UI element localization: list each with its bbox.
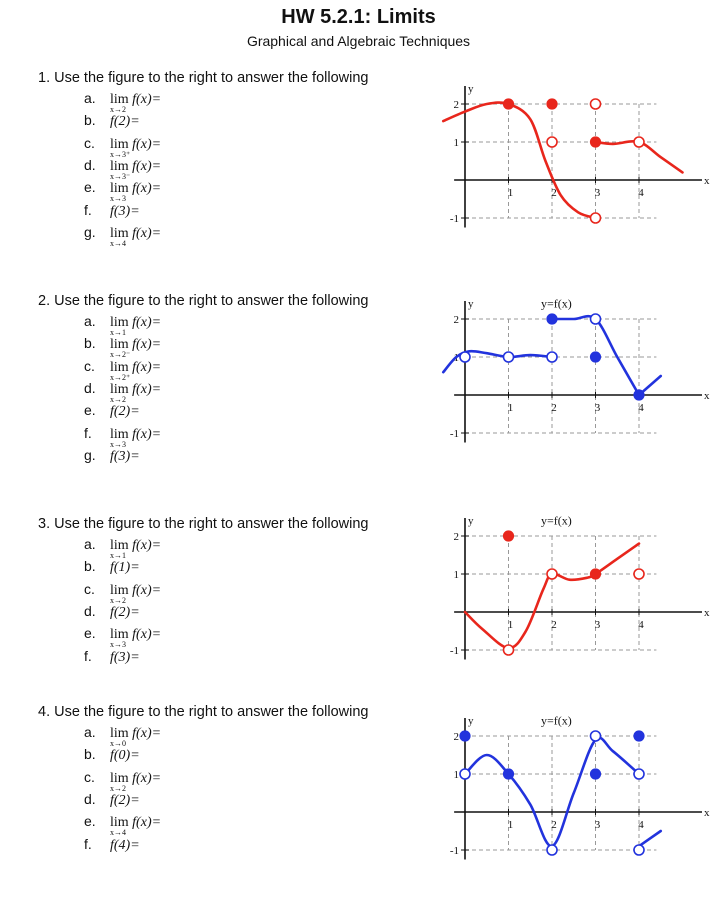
- item-letter: a.: [84, 536, 96, 552]
- problem-prompt: 3. Use the figure to the right to answer the following: [38, 516, 369, 532]
- limit-operator: lim x→2⁻: [110, 337, 131, 360]
- limit-subscript: x→4: [110, 828, 126, 838]
- item-letter: c.: [84, 134, 95, 151]
- x-tick-label: 1: [507, 187, 514, 199]
- x-tick-label: 2: [551, 619, 557, 631]
- question-item: [84, 580, 162, 605]
- limit-operator: lim x→2: [110, 92, 129, 114]
- x-axis-label: x: [704, 807, 710, 819]
- y-tick-label: 1: [453, 769, 459, 781]
- open-point: [504, 645, 514, 655]
- item-expression: f(x)=: [128, 225, 162, 241]
- open-point: [591, 99, 601, 109]
- item-expression: f(x)=: [128, 337, 162, 353]
- limit-operator: lim x→4: [110, 815, 129, 838]
- x-tick-label: 3: [594, 402, 601, 414]
- item-expression: f(x)=: [128, 315, 162, 330]
- item-letter: g.: [84, 223, 96, 240]
- question-item: [84, 791, 140, 809]
- limit-subscript: x→2: [110, 783, 126, 793]
- item-letter: b.: [84, 746, 96, 763]
- graph-equation-label: y=f(x): [540, 513, 572, 528]
- item-expression: f(x)=: [128, 582, 162, 598]
- item-letter: b.: [84, 558, 96, 575]
- question-item: [84, 768, 162, 793]
- item-letter: f.: [84, 835, 92, 852]
- open-point: [634, 569, 644, 579]
- x-tick-label: 3: [594, 619, 601, 631]
- open-point: [547, 352, 557, 362]
- question-item: [84, 724, 162, 748]
- closed-point: [591, 352, 601, 362]
- closed-point: [504, 769, 514, 779]
- closed-point: [634, 731, 644, 741]
- y-tick-label: -1: [449, 428, 459, 440]
- question-item: [84, 402, 140, 420]
- item-letter: d.: [84, 156, 96, 173]
- open-point: [634, 137, 644, 147]
- item-expression: f(2)=: [110, 114, 140, 130]
- question-item: [84, 313, 162, 337]
- item-expression: f(1)=: [110, 560, 140, 576]
- item-expression: f(x)=: [128, 381, 162, 397]
- y-tick-label: -1: [449, 845, 459, 857]
- y-tick-label: -1: [449, 645, 459, 657]
- open-point: [460, 352, 470, 362]
- limit-operator: lim x→3⁻: [110, 158, 131, 181]
- graph-svg: [440, 712, 715, 902]
- question-item: [84, 202, 140, 220]
- limit-subscript: x→2⁺: [110, 372, 131, 382]
- function-curve: [443, 351, 552, 372]
- item-expression: f(x)=: [128, 359, 162, 375]
- limit-subscript: x→3: [110, 640, 126, 650]
- x-tick-label: 2: [551, 187, 557, 199]
- item-expression: f(3)=: [110, 448, 140, 464]
- y-tick-label: 2: [453, 314, 459, 326]
- closed-point: [591, 569, 601, 579]
- y-tick-label: 2: [453, 99, 459, 111]
- open-point: [460, 769, 470, 779]
- problem-prompt: 1. Use the figure to the right to answer the following: [38, 70, 369, 86]
- y-axis-label: y: [468, 83, 474, 95]
- item-letter: d.: [84, 790, 96, 807]
- item-letter: b.: [84, 335, 96, 352]
- limit-subscript: x→3⁻: [110, 171, 131, 181]
- open-point: [547, 137, 557, 147]
- question-item: [84, 648, 140, 666]
- item-expression: f(3)=: [110, 649, 140, 665]
- item-expression: f(0)=: [110, 748, 140, 764]
- limit-operator: lim x→3: [110, 627, 129, 650]
- item-expression: f(2)=: [110, 604, 140, 620]
- x-tick-label: 2: [551, 819, 557, 831]
- question-item: [84, 813, 162, 838]
- item-expression: f(x)=: [128, 158, 162, 174]
- y-tick-label: 2: [453, 531, 459, 543]
- limit-operator: lim x→2: [110, 381, 129, 404]
- closed-point: [504, 531, 514, 541]
- x-tick-label: 4: [638, 402, 644, 414]
- x-axis-label: x: [704, 607, 710, 619]
- limit-operator: lim x→2⁺: [110, 359, 131, 382]
- item-letter: e.: [84, 813, 96, 830]
- y-axis-label: y: [468, 515, 474, 527]
- item-letter: f.: [84, 647, 92, 664]
- limit-operator: lim x→0: [110, 726, 129, 748]
- item-letter: d.: [84, 602, 96, 619]
- limit-subscript: x→3: [110, 439, 126, 449]
- open-point: [591, 731, 601, 741]
- question-item: [84, 746, 140, 764]
- function-graph-4: [440, 712, 715, 902]
- function-graph-3: [440, 512, 715, 702]
- open-point: [634, 845, 644, 855]
- graph-equation-label: y=f(x): [540, 713, 572, 728]
- limit-subscript: x→2⁻: [110, 350, 131, 360]
- limit-operator: lim x→2: [110, 770, 129, 793]
- item-expression: f(4)=: [110, 837, 140, 853]
- y-tick-label: 1: [453, 352, 459, 364]
- item-expression: f(x)=: [128, 538, 162, 553]
- item-letter: g.: [84, 446, 96, 463]
- question-item: [84, 134, 162, 159]
- item-expression: f(x)=: [128, 136, 162, 152]
- item-letter: d.: [84, 379, 96, 396]
- closed-point: [504, 99, 514, 109]
- item-expression: f(x)=: [128, 426, 162, 442]
- page-subtitle: Graphical and Algebraic Techniques: [246, 33, 471, 49]
- open-point: [634, 769, 644, 779]
- open-point: [547, 845, 557, 855]
- question-item: [84, 625, 162, 650]
- x-tick-label: 3: [594, 187, 601, 199]
- closed-point: [547, 314, 557, 324]
- function-graph-1: [440, 80, 715, 270]
- item-letter: c.: [84, 580, 95, 597]
- graph-svg: [440, 512, 715, 702]
- question-item: [84, 112, 140, 130]
- item-letter: a.: [84, 313, 96, 329]
- closed-point: [591, 769, 601, 779]
- limit-operator: lim x→1: [110, 315, 129, 337]
- question-item: [84, 558, 140, 576]
- item-letter: f.: [84, 424, 92, 441]
- y-tick-label: 2: [453, 731, 459, 743]
- limit-operator: lim x→2: [110, 582, 129, 605]
- item-letter: c.: [84, 357, 95, 374]
- open-point: [547, 569, 557, 579]
- x-tick-label: 4: [638, 187, 644, 199]
- graph-equation-label: y=f(x): [540, 296, 572, 311]
- limit-subscript: x→2: [110, 105, 126, 114]
- item-expression: f(2)=: [110, 792, 140, 808]
- question-item: [84, 536, 162, 560]
- question-item: [84, 424, 162, 449]
- question-item: [84, 156, 162, 181]
- x-tick-label: 1: [507, 402, 514, 414]
- page-title: HW 5.2.1: Limits: [281, 6, 436, 28]
- limit-subscript: x→2: [110, 394, 126, 404]
- limit-operator: lim x→3: [110, 181, 129, 204]
- item-letter: a.: [84, 724, 96, 740]
- y-axis-label: y: [468, 715, 474, 727]
- question-item: [84, 335, 162, 360]
- closed-point: [460, 731, 470, 741]
- function-graph-2: [440, 295, 715, 485]
- item-expression: f(x)=: [128, 181, 162, 197]
- limit-subscript: x→1: [110, 328, 126, 337]
- limit-operator: lim x→1: [110, 538, 129, 560]
- x-tick-label: 3: [594, 819, 601, 831]
- item-expression: f(x)=: [128, 726, 162, 741]
- graph-svg: [440, 295, 715, 485]
- item-expression: f(3)=: [110, 203, 140, 219]
- closed-point: [591, 137, 601, 147]
- item-expression: f(x)=: [128, 627, 162, 643]
- question-item: [84, 379, 162, 404]
- function-curve: [639, 831, 661, 846]
- x-tick-label: 4: [638, 819, 644, 831]
- question-item: [84, 603, 140, 621]
- x-tick-label: 4: [638, 619, 644, 631]
- limit-subscript: x→3: [110, 194, 126, 204]
- x-tick-label: 1: [507, 819, 514, 831]
- question-item: [84, 179, 162, 204]
- item-letter: e.: [84, 625, 96, 642]
- item-letter: f.: [84, 201, 92, 218]
- question-item: [84, 357, 162, 382]
- x-axis-label: x: [704, 175, 710, 187]
- open-point: [504, 352, 514, 362]
- x-tick-label: 2: [551, 402, 557, 414]
- question-item: [84, 836, 140, 854]
- closed-point: [547, 99, 557, 109]
- item-letter: e.: [84, 402, 96, 419]
- closed-point: [634, 390, 644, 400]
- open-point: [591, 213, 601, 223]
- limit-operator: lim x→3⁺: [110, 136, 131, 159]
- limit-operator: lim x→4: [110, 225, 129, 248]
- item-expression: f(x)=: [128, 815, 162, 831]
- problem-prompt: 4. Use the figure to the right to answer the following: [38, 704, 369, 720]
- limit-subscript: x→4: [110, 238, 126, 248]
- item-letter: b.: [84, 112, 96, 129]
- x-axis-label: x: [704, 390, 710, 402]
- question-item: [84, 223, 162, 248]
- item-expression: f(x)=: [128, 92, 162, 107]
- x-tick-label: 1: [507, 619, 514, 631]
- item-expression: f(x)=: [128, 770, 162, 786]
- y-axis-label: y: [468, 298, 474, 310]
- item-letter: a.: [84, 90, 96, 106]
- limit-subscript: x→2: [110, 595, 126, 605]
- limit-subscript: x→1: [110, 551, 126, 560]
- y-tick-label: 1: [453, 569, 459, 581]
- graph-svg: [440, 80, 715, 270]
- question-item: [84, 90, 162, 114]
- item-letter: c.: [84, 768, 95, 785]
- limit-subscript: x→0: [110, 739, 126, 748]
- item-letter: e.: [84, 179, 96, 196]
- limit-operator: lim x→3: [110, 426, 129, 449]
- function-curve: [443, 103, 595, 218]
- open-point: [591, 314, 601, 324]
- y-tick-label: -1: [449, 213, 459, 225]
- item-expression: f(2)=: [110, 404, 140, 420]
- y-tick-label: 1: [453, 137, 459, 149]
- question-item: [84, 447, 140, 465]
- problem-prompt: 2. Use the figure to the right to answer the following: [38, 293, 369, 309]
- limit-subscript: x→3⁺: [110, 149, 131, 159]
